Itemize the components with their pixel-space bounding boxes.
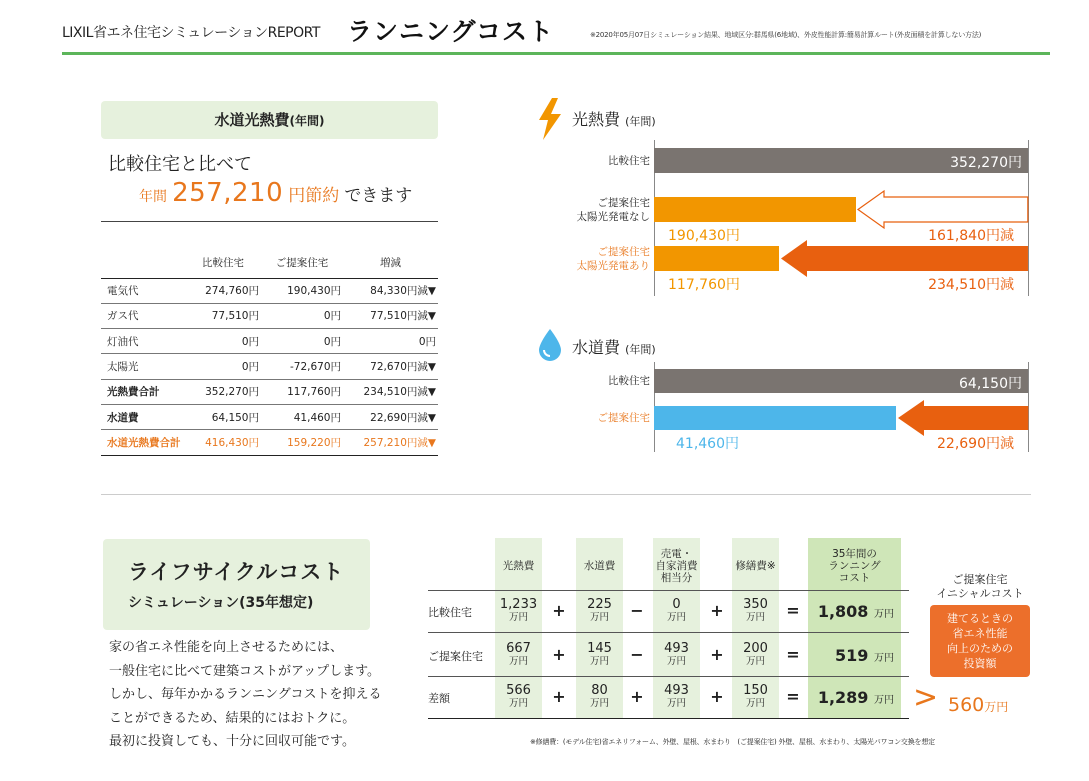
lcc-cell-unit: 万円	[589, 698, 609, 709]
row-value-proposal: 190,430円	[261, 278, 343, 303]
lcc-footnote: ※修繕費：(モデル住宅)省エネリフォーム、外壁、屋根、水まわり (ご提案住宅) 外壁、屋根、水まわり、太陽光パワコン交換を想定	[530, 738, 935, 746]
lcc-body-line: 最初に投資しても、十分に回収可能です。	[109, 734, 355, 750]
table-row	[101, 354, 438, 379]
bar-reduction-label: 234,510円減	[928, 277, 1014, 293]
col-header: ご提案住宅	[261, 248, 343, 278]
lcc-cell-unit: 万円	[745, 612, 765, 623]
table-row	[101, 379, 438, 404]
lcc-cell	[576, 641, 623, 667]
lcc-subtitle: シミュレーション(35年想定)	[128, 595, 314, 611]
lcc-cell-value: 150	[743, 683, 768, 698]
header-line: ランニング	[828, 560, 881, 572]
row-diff: 257,210円減▼	[343, 430, 438, 455]
bar-value-label: 117,760円	[668, 277, 740, 293]
row-value-compare: 77,510円	[185, 303, 261, 328]
initial-cost-value: 560万円	[948, 694, 1009, 716]
lcc-cell-value: 1,233	[499, 597, 538, 612]
row-value-compare: 416,430円	[185, 430, 261, 455]
lcc-column-header	[653, 548, 700, 584]
category-line: 太陽光発電あり	[576, 259, 650, 272]
row-label: 電気代	[101, 278, 185, 303]
row-diff: 22,690円減▼	[343, 404, 438, 429]
lcc-column-header	[808, 548, 901, 584]
table-row	[101, 329, 438, 354]
header-line: コスト	[838, 572, 871, 584]
bar-category-label	[550, 245, 650, 273]
lcc-total-value: 519	[835, 646, 869, 665]
lcc-operator: +	[552, 601, 566, 620]
header-line: 水道費	[583, 560, 616, 572]
header-line: 自家消費	[655, 560, 698, 572]
category-line: ご提案住宅	[597, 196, 650, 209]
lcc-row-label: ご提案住宅	[428, 650, 483, 663]
page-title: ランニングコスト	[347, 17, 555, 46]
lightning-icon	[535, 98, 565, 140]
section-divider	[101, 494, 1031, 495]
header-line: 修繕費※	[735, 560, 776, 572]
header-line: 売電・	[660, 548, 693, 560]
header-divider	[62, 52, 1050, 55]
lcc-row-rule	[428, 632, 909, 633]
lcc-row-rule	[428, 590, 909, 591]
lcc-body-line: しかし、毎年かかるランニングコストを抑える	[109, 687, 382, 703]
row-label: 太陽光	[101, 354, 185, 379]
lcc-total-value: 1,289	[817, 688, 869, 707]
row-value-compare: 0円	[185, 354, 261, 379]
lcc-row-label: 比較住宅	[428, 606, 472, 619]
lcc-total	[808, 688, 894, 707]
lcc-cell-unit: 万円	[589, 612, 609, 623]
lcc-total	[808, 646, 894, 665]
bar-value	[654, 406, 896, 430]
lcc-cell	[576, 683, 623, 709]
utility-period: (年間)	[289, 114, 325, 128]
row-diff: 234,510円減▼	[343, 379, 438, 404]
utility-rule	[101, 221, 438, 222]
lcc-total-unit: 万円	[874, 653, 894, 664]
row-label: 水道費	[101, 404, 185, 429]
lcc-cell	[653, 641, 700, 667]
simulation-note: ※2020年05月07日シミュレーション結果、地域区分:群馬県(6地域)、外皮性能計算:簡易計算ルート(外皮面積を計算しない方法)	[590, 31, 982, 39]
lcc-cell-value: 225	[587, 597, 612, 612]
lcc-cell-unit: 万円	[666, 698, 686, 709]
row-diff: 84,330円減▼	[343, 278, 438, 303]
lcc-operator: −	[630, 601, 644, 620]
savings-prefix: 年間	[139, 189, 167, 205]
table-row	[101, 430, 438, 455]
lcc-operator: =	[786, 601, 800, 620]
lcc-total	[808, 602, 894, 621]
lcc-column-header	[495, 560, 542, 572]
row-value-proposal: 41,460円	[261, 404, 343, 429]
report-brand: LIXIL省エネ住宅シミュレーションREPORT	[62, 25, 320, 41]
bar-value-label: 41,460円	[676, 436, 739, 452]
category-line: 太陽光発電なし	[576, 210, 650, 223]
lcc-body-line: 一般住宅に比べて建築コストがアップします。	[109, 663, 381, 679]
row-value-compare: 352,270円	[185, 379, 261, 404]
lcc-operator: +	[710, 687, 724, 706]
bar-value-label: 64,150円	[959, 376, 1022, 392]
lcc-operator: =	[786, 687, 800, 706]
row-label: 水道光熱費合計	[101, 430, 185, 455]
row-value-compare: 274,760円	[185, 278, 261, 303]
lcc-cell-value: 0	[672, 597, 681, 612]
row-label: ガス代	[101, 303, 185, 328]
lcc-total-value: 1,808	[817, 602, 869, 621]
col-header: 増減	[343, 248, 438, 278]
col-header: 比較住宅	[185, 248, 261, 278]
bar-category-label	[550, 411, 650, 425]
lcc-column-header	[732, 560, 779, 572]
lcc-operator: +	[630, 687, 644, 706]
header-line: 35年間の	[832, 548, 877, 560]
utility-lead: 比較住宅と比べて	[108, 154, 252, 175]
row-value-compare: 0円	[185, 329, 261, 354]
row-value-proposal: 0円	[261, 329, 343, 354]
lcc-cell-unit: 万円	[745, 698, 765, 709]
bar-reduction-label: 22,690円減	[937, 436, 1014, 452]
category-line: ご提案住宅	[597, 412, 650, 424]
utility-title: 水道光熱費	[214, 111, 290, 129]
lcc-cell-unit: 万円	[508, 656, 528, 667]
reduction-arrow	[858, 191, 1028, 228]
lcc-cell-unit: 万円	[745, 656, 765, 667]
lcc-operator: +	[552, 687, 566, 706]
lcc-operator: −	[630, 645, 644, 664]
bar-value	[654, 246, 779, 271]
lcc-operator: +	[710, 645, 724, 664]
lcc-column-header	[576, 560, 623, 572]
lcc-cell-value: 350	[743, 597, 768, 612]
lcc-operator: +	[710, 601, 724, 620]
row-value-proposal: 0円	[261, 303, 343, 328]
utility-savings	[139, 178, 412, 208]
lcc-operator: +	[552, 645, 566, 664]
savings-amount: 257,210	[172, 178, 284, 208]
savings-unit: 円節約	[288, 186, 340, 206]
reduction-arrow	[781, 240, 1028, 277]
lcc-cell-value: 493	[664, 683, 689, 698]
row-label: 光熱費合計	[101, 379, 185, 404]
category-line: ご提案住宅	[597, 245, 650, 258]
lcc-body-line: ことができるため、結果的にはおトクに。	[109, 710, 356, 726]
lcc-cell-value: 200	[743, 641, 768, 656]
lcc-cell	[653, 683, 700, 709]
bar-value-label: 190,430円	[668, 228, 740, 244]
lcc-cell-unit: 万円	[589, 656, 609, 667]
table-row	[101, 278, 438, 303]
row-diff: 0円	[343, 329, 438, 354]
chevron-right-icon: >	[913, 680, 939, 715]
lcc-cell	[495, 597, 542, 623]
row-label: 灯油代	[101, 329, 185, 354]
lcc-cell-value: 493	[664, 641, 689, 656]
lcc-cell-unit: 万円	[508, 698, 528, 709]
bar-reduction-label: 161,840円減	[928, 228, 1014, 244]
savings-suffix: できます	[344, 186, 413, 206]
category-line: 比較住宅	[608, 154, 650, 167]
lcc-cell	[732, 641, 779, 667]
lcc-cell	[732, 597, 779, 623]
bar-category-label	[550, 374, 650, 388]
lcc-cell-unit: 万円	[508, 612, 528, 623]
lcc-title: ライフサイクルコスト	[128, 560, 345, 584]
row-value-proposal: 159,220円	[261, 430, 343, 455]
water-drop-icon	[538, 329, 562, 361]
bar-category-label	[550, 154, 650, 168]
table-row	[101, 404, 438, 429]
lcc-row-rule	[428, 676, 909, 677]
header-line: 相当分	[660, 572, 693, 584]
row-diff: 72,670円減▼	[343, 354, 438, 379]
bar-value	[654, 197, 856, 222]
lcc-total-unit: 万円	[874, 609, 894, 620]
bar-category-label	[550, 196, 650, 224]
initial-cost-box: 建てるときの 省エネ性能 向上のための 投資額	[930, 605, 1030, 677]
lcc-cell	[653, 597, 700, 623]
water-chart-title: 水道費 (年間)	[572, 338, 656, 357]
header-line: 光熱費	[502, 560, 535, 572]
initial-cost-header: ご提案住宅 イニシャルコスト	[936, 573, 1024, 600]
lcc-cell-value: 667	[506, 641, 531, 656]
table-row	[101, 303, 438, 328]
row-value-proposal: -72,670円	[261, 354, 343, 379]
lcc-cell	[576, 597, 623, 623]
lcc-cell-value: 145	[587, 641, 612, 656]
lcc-total-unit: 万円	[874, 695, 894, 706]
lcc-cell	[495, 641, 542, 667]
lcc-cell-unit: 万円	[666, 656, 686, 667]
lcc-cell-value: 80	[591, 683, 608, 698]
lcc-cell-unit: 万円	[666, 612, 686, 623]
lcc-cell-value: 566	[506, 683, 531, 698]
energy-chart-title: 光熱費 (年間)	[572, 110, 656, 129]
lcc-row-rule	[428, 718, 909, 719]
lcc-body	[109, 636, 381, 754]
bar-value-label: 352,270円	[950, 155, 1022, 171]
row-value-proposal: 117,760円	[261, 379, 343, 404]
lcc-row-label: 差額	[428, 692, 450, 705]
utility-table	[101, 248, 438, 456]
lcc-cell	[495, 683, 542, 709]
row-diff: 77,510円減▼	[343, 303, 438, 328]
lcc-operator: =	[786, 645, 800, 664]
lcc-body-line: 家の省エネ性能を向上させるためには、	[109, 640, 344, 655]
utility-title-box	[101, 101, 438, 139]
row-value-compare: 64,150円	[185, 404, 261, 429]
lcc-cell	[732, 683, 779, 709]
reduction-arrow	[898, 400, 1028, 436]
category-line: 比較住宅	[608, 375, 650, 387]
chart-axis	[1028, 362, 1029, 452]
